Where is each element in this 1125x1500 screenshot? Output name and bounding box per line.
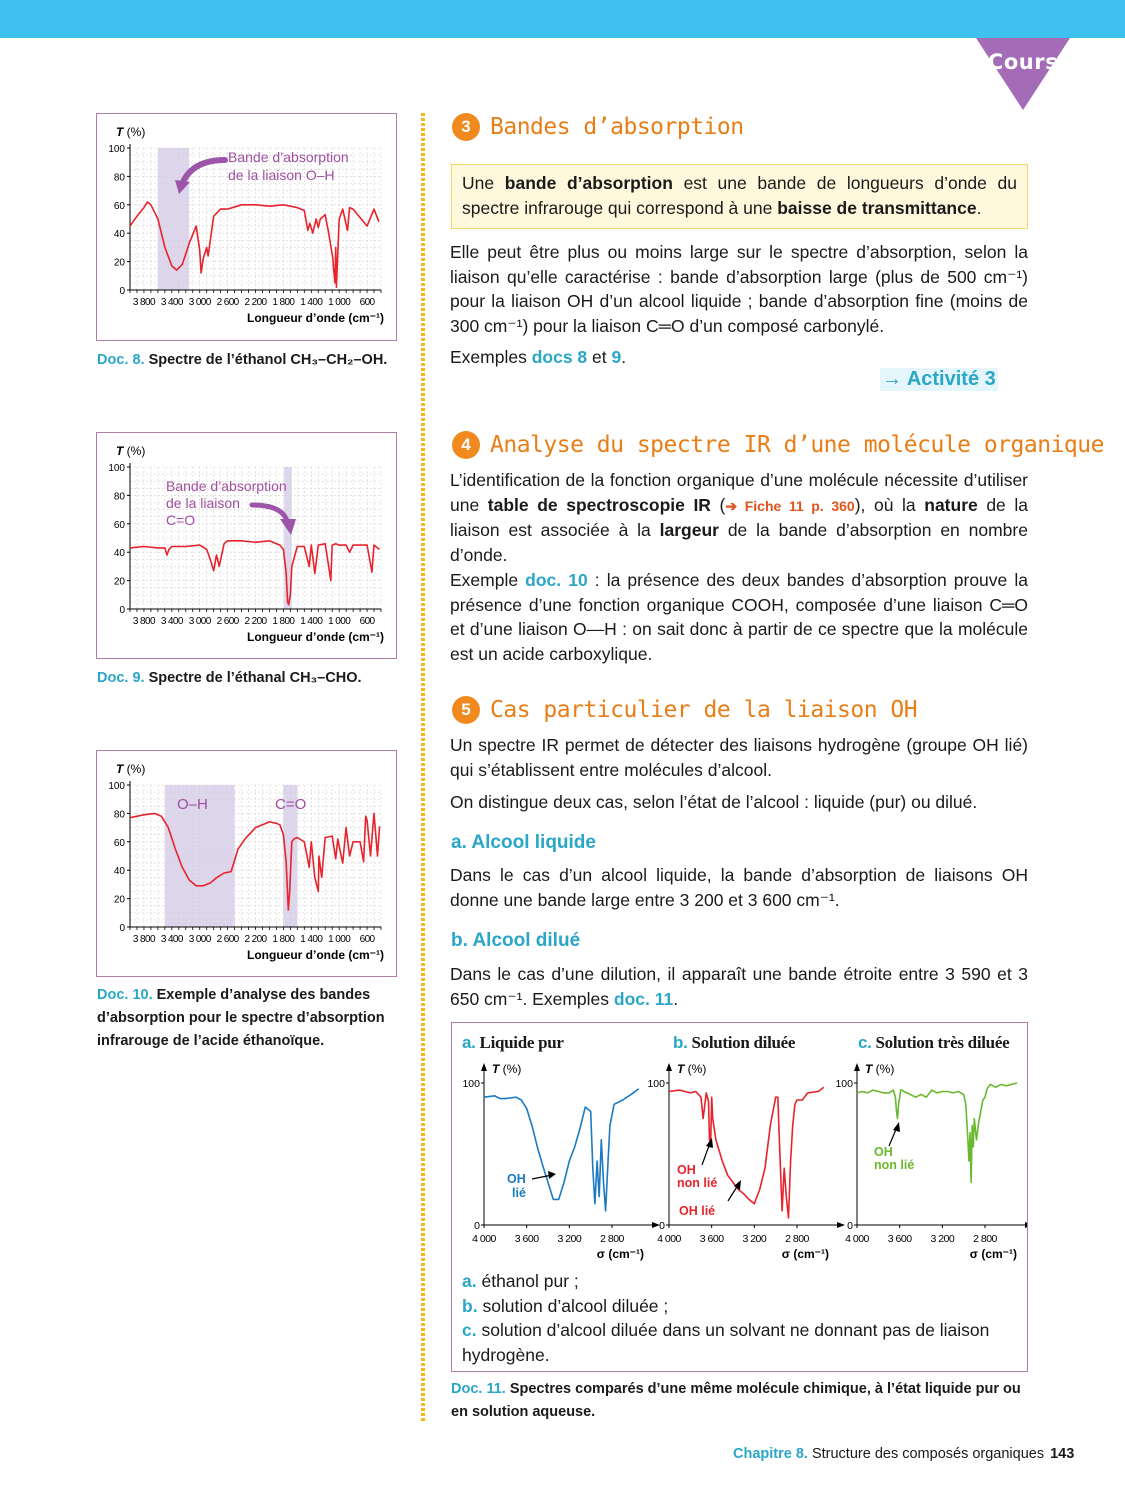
doc11b-y-axis-label: T (%) bbox=[677, 1062, 707, 1076]
cours-tab-shape bbox=[976, 38, 1070, 110]
doc11c-annotation-non-lie: non lié bbox=[874, 1158, 915, 1172]
doc8-spectrum-chart bbox=[97, 114, 395, 339]
doc10-band2-label: C=O bbox=[275, 796, 307, 813]
doc11a-y-arrow-icon bbox=[481, 1063, 487, 1071]
doc11a-x-axis-label: σ (cm⁻¹) bbox=[596, 1247, 644, 1261]
doc-10-link[interactable]: doc. 10 bbox=[525, 570, 588, 590]
doc10-x-tick-label: 600 bbox=[359, 934, 375, 945]
doc11-title-b: b. Solution diluée bbox=[673, 1033, 796, 1052]
doc11c-x-arrow-icon bbox=[1025, 1222, 1027, 1228]
doc9-y-tick-label: 0 bbox=[119, 605, 125, 616]
section3-heading bbox=[452, 113, 744, 141]
doc8-caption: Doc. 8. Spectre de l’éthanol CH₃–CH₂–OH. bbox=[97, 352, 388, 368]
section3-examples: Exemples docs 8 et 9. bbox=[450, 347, 627, 367]
section5-p2: On distingue deux cas, selon l’état de l’alcool : liquide (pur) ou dilué. bbox=[450, 792, 978, 812]
doc8-x-tick-label: 2 200 bbox=[244, 297, 267, 308]
doc11c-y-arrow-icon bbox=[854, 1063, 860, 1071]
subheading-alcool-liquide: a. Alcool liquide bbox=[451, 832, 596, 853]
doc11c-y-tick-label: 100 bbox=[835, 1078, 853, 1090]
doc9-figure bbox=[96, 432, 397, 659]
doc10-y-axis-label: T (%) bbox=[116, 762, 146, 776]
top-banner bbox=[0, 0, 1125, 38]
doc9-annotation-line2: de la liaison bbox=[166, 495, 240, 511]
doc10-figure bbox=[96, 750, 397, 977]
doc8-y-tick-label: 40 bbox=[113, 229, 125, 241]
doc10-band1-label: O–H bbox=[177, 796, 208, 813]
doc9-x-tick-label: 3 000 bbox=[188, 616, 211, 627]
doc10-y-tick-label: 20 bbox=[113, 894, 125, 906]
doc11c-y-axis-label: T (%) bbox=[865, 1062, 895, 1076]
doc11b-annotation-oh-non-lie-2: non lié bbox=[677, 1176, 718, 1190]
doc9-x-tick-label: 2 200 bbox=[244, 616, 267, 627]
doc11a-x-tick-label: 4 000 bbox=[472, 1233, 496, 1245]
doc-9-link[interactable]: 9 bbox=[611, 347, 622, 367]
doc9-annotation-line1: Bande d’absorption bbox=[166, 478, 287, 494]
docs-8-link[interactable]: docs 8 bbox=[531, 347, 588, 367]
doc11-caption: Doc. 11. Spectres comparés d’une même molécule chimique, à l’état liquide pur ou en solution aqueuse. bbox=[451, 1381, 1021, 1420]
doc8-y-tick-label: 80 bbox=[113, 172, 125, 184]
doc9-x-tick-label: 600 bbox=[359, 616, 375, 627]
doc10-y-tick-label: 40 bbox=[113, 866, 125, 878]
doc10-x-tick-label: 3 000 bbox=[188, 934, 211, 945]
doc11c-annotation-oh: OH bbox=[874, 1145, 893, 1159]
doc8-y-tick-label: 0 bbox=[119, 286, 125, 297]
doc11b-x-axis-label: σ (cm⁻¹) bbox=[781, 1247, 829, 1261]
doc10-y-tick-label: 100 bbox=[108, 781, 125, 792]
doc9-y-tick-label: 80 bbox=[113, 491, 125, 503]
doc8-y-axis-label: T (%) bbox=[116, 125, 146, 139]
page-footer: Chapitre 8. Structure des composés organiques 143 bbox=[733, 1446, 1075, 1462]
doc10-y-tick-label: 80 bbox=[113, 809, 125, 821]
doc8-x-tick-label: 1 800 bbox=[272, 297, 295, 308]
doc11a-x-tick-label: 2 800 bbox=[600, 1233, 624, 1245]
doc9-x-tick-label: 2 600 bbox=[216, 616, 239, 627]
doc9-annotation-line3: C=O bbox=[166, 512, 196, 528]
doc9-spectrum-chart bbox=[97, 433, 395, 657]
section4-number: 4 bbox=[452, 431, 480, 459]
doc8-x-tick-label: 3 400 bbox=[160, 297, 183, 308]
doc10-caption: Doc. 10. Exemple d’analyse des bandes d’absorption pour le spectre d’absorption infrarouge de l’acide éthanoïque. bbox=[97, 987, 385, 1049]
doc11b-y-tick-label: 0 bbox=[659, 1220, 665, 1232]
section3-body: Elle peut être plus ou moins large sur le spectre d’absorption, selon la liaison qu’elle caractérise : bande d’absorption large (plus de 500 cm⁻¹) pour la liaison OH d’un alcool liquide ; bande d’absorption fine (moins de 300 cm⁻¹) pour la liaison C═O d’un composé carbonylé. bbox=[450, 242, 1028, 337]
doc11-spectra-chart bbox=[452, 1023, 1027, 1273]
doc11c-x-tick-label: 3 200 bbox=[930, 1233, 955, 1245]
doc9-x-tick-label: 1 400 bbox=[300, 616, 323, 627]
doc8-x-tick-label: 600 bbox=[359, 297, 375, 308]
section5-heading bbox=[452, 696, 917, 724]
doc11a-series-line bbox=[484, 1089, 639, 1211]
doc10-x-tick-label: 1 000 bbox=[328, 934, 351, 945]
doc11-title-c: c. Solution très diluée bbox=[858, 1033, 1010, 1052]
section3-number: 3 bbox=[452, 113, 480, 141]
doc9-y-axis-label: T (%) bbox=[116, 444, 146, 458]
doc9-x-axis-label: Longueur d’onde (cm⁻¹) bbox=[247, 630, 384, 644]
doc11b-series-line bbox=[669, 1087, 824, 1218]
doc8-x-tick-label: 3 000 bbox=[188, 297, 211, 308]
doc10-x-tick-label: 1 800 bbox=[272, 934, 295, 945]
section5-number: 5 bbox=[452, 696, 480, 724]
doc11c-x-axis-label: σ (cm⁻¹) bbox=[969, 1247, 1017, 1261]
doc11c-x-tick-label: 3 600 bbox=[887, 1233, 912, 1245]
doc11b-annotation-oh-non-lie-1: OH bbox=[677, 1163, 696, 1177]
doc8-figure bbox=[96, 113, 397, 341]
section5-p1: Un spectre IR permet de détecter des liaisons hydrogène (groupe OH lié) qui s’établissent entre molécules d’alcool. bbox=[450, 735, 1028, 780]
section4-title: Analyse du spectre IR d’une molécule organique bbox=[490, 432, 1104, 458]
doc10-x-tick-label: 3 800 bbox=[132, 934, 155, 945]
doc11a-x-tick-label: 3 600 bbox=[514, 1233, 539, 1245]
doc8-y-tick-label: 20 bbox=[113, 257, 125, 269]
doc9-y-tick-label: 100 bbox=[108, 463, 125, 474]
doc-11-link[interactable]: doc. 11 bbox=[613, 988, 674, 1009]
doc11b-x-tick-label: 4 000 bbox=[657, 1233, 681, 1245]
section5-pb: Dans le cas d’une dilution, il apparaît une bande étroite entre 3 590 et 3 650 cm⁻¹. Exemples doc. 11. bbox=[450, 964, 1028, 1009]
fiche-11-link[interactable]: ➔ Fiche 11 p. 360 bbox=[725, 497, 855, 514]
doc11b-annotation-oh-lie: OH lié bbox=[679, 1204, 716, 1218]
activite-3-link[interactable]: → Activité 3 bbox=[882, 368, 996, 390]
doc8-annotation-line2: de la liaison O–H bbox=[228, 167, 335, 183]
doc11a-annotation-arrowhead-icon bbox=[548, 1171, 556, 1179]
column-divider bbox=[421, 113, 425, 1421]
doc8-annotation-line1: Bande d’absorption bbox=[228, 149, 349, 165]
doc11c-annotation-arrowhead-icon bbox=[893, 1122, 900, 1132]
doc10-y-tick-label: 0 bbox=[119, 923, 125, 934]
definition-box: Une bande d’absorption est une bande de longueurs d’onde du spectre infrarouge qui correspond à une baisse de transmittance. bbox=[451, 164, 1028, 229]
doc9-caption: Doc. 9. Spectre de l’éthanal CH₃–CHO. bbox=[97, 670, 362, 686]
section5-pa: Dans le cas d’un alcool liquide, la bande d’absorption de liaisons OH donne une bande large entre 3 200 et 3 600 cm⁻¹. bbox=[450, 865, 1028, 910]
doc9-x-tick-label: 1 800 bbox=[272, 616, 295, 627]
doc10-x-axis-label: Longueur d’onde (cm⁻¹) bbox=[247, 948, 384, 962]
doc8-x-axis-label: Longueur d’onde (cm⁻¹) bbox=[247, 311, 384, 325]
doc8-y-tick-label: 100 bbox=[108, 144, 125, 155]
doc8-x-tick-label: 1 400 bbox=[300, 297, 323, 308]
doc11b-y-arrow-icon bbox=[666, 1063, 672, 1071]
doc10-y-tick-label: 60 bbox=[113, 837, 125, 849]
doc11-legend-c: c. solution d’alcool diluée dans un solvant ne donnant pas de liaison hydrogène. bbox=[462, 1320, 990, 1365]
section4-heading bbox=[452, 431, 1104, 459]
doc11-legend-a: a. éthanol pur ; bbox=[462, 1271, 579, 1291]
doc11c-x-tick-label: 2 800 bbox=[973, 1233, 997, 1245]
doc9-x-tick-label: 3 800 bbox=[132, 616, 155, 627]
doc11a-y-tick-label: 0 bbox=[474, 1220, 480, 1232]
doc9-x-tick-label: 3 400 bbox=[160, 616, 183, 627]
section5-title: Cas particulier de la liaison OH bbox=[490, 697, 918, 723]
doc9-series-line bbox=[130, 541, 380, 605]
doc11a-x-tick-label: 3 200 bbox=[557, 1233, 582, 1245]
doc8-x-tick-label: 1 000 bbox=[328, 297, 351, 308]
doc11c-y-tick-label: 0 bbox=[847, 1220, 853, 1232]
doc9-x-tick-label: 1 000 bbox=[328, 616, 351, 627]
doc8-x-tick-label: 3 800 bbox=[132, 297, 155, 308]
doc10-x-tick-label: 3 400 bbox=[160, 934, 183, 945]
doc11-legend-b: b. solution d’alcool diluée ; bbox=[462, 1296, 669, 1316]
section4-p1: L’identification de la fonction organique d’une molécule nécessite d’utiliser une table de spectroscopie IR (➔ Fiche 11 p. 360), où la nature de la liaison est associée à la largeur de la bande d’absorption en nombre d’onde. bbox=[450, 470, 1028, 566]
section3-title: Bandes d’absorption bbox=[490, 114, 744, 140]
doc8-x-tick-label: 2 600 bbox=[216, 297, 239, 308]
doc11-figure bbox=[451, 1022, 1028, 1372]
doc10-x-tick-label: 2 600 bbox=[216, 934, 239, 945]
subheading-alcool-dilue: b. Alcool dilué bbox=[451, 930, 581, 951]
doc11a-annotation-oh: OH bbox=[507, 1172, 526, 1186]
cours-label: Cours bbox=[987, 50, 1059, 74]
doc11-title-a: a. Liquide pur bbox=[462, 1033, 564, 1052]
doc9-y-tick-label: 40 bbox=[113, 548, 125, 560]
cours-tab[interactable] bbox=[976, 38, 1070, 110]
doc11c-x-tick-label: 4 000 bbox=[845, 1233, 869, 1245]
doc11b-x-tick-label: 2 800 bbox=[785, 1233, 809, 1245]
doc11b-x-tick-label: 3 600 bbox=[699, 1233, 724, 1245]
section4-p2: Exemple doc. 10 : la présence des deux bandes d’absorption prouve la présence d’une fonction organique COOH, composée d’une liaison C═O et d’une liaison O—H : on sait donc à partir de ce spectre que la molécule est un acide carboxylique. bbox=[450, 570, 1028, 665]
page-number: 143 bbox=[1050, 1446, 1075, 1462]
doc10-x-tick-label: 2 200 bbox=[244, 934, 267, 945]
doc11b-x-arrow-icon bbox=[837, 1222, 845, 1228]
doc10-spectrum-chart bbox=[97, 751, 395, 975]
doc10-x-tick-label: 1 400 bbox=[300, 934, 323, 945]
doc9-y-tick-label: 60 bbox=[113, 519, 125, 531]
doc11a-y-tick-label: 100 bbox=[462, 1078, 480, 1090]
doc11a-y-axis-label: T (%) bbox=[492, 1062, 522, 1076]
doc8-y-tick-label: 60 bbox=[113, 200, 125, 212]
doc11b-x-tick-label: 3 200 bbox=[742, 1233, 767, 1245]
doc11b-y-tick-label: 100 bbox=[647, 1078, 665, 1090]
doc11a-annotation-lie: lié bbox=[512, 1186, 526, 1200]
doc9-y-tick-label: 20 bbox=[113, 576, 125, 588]
